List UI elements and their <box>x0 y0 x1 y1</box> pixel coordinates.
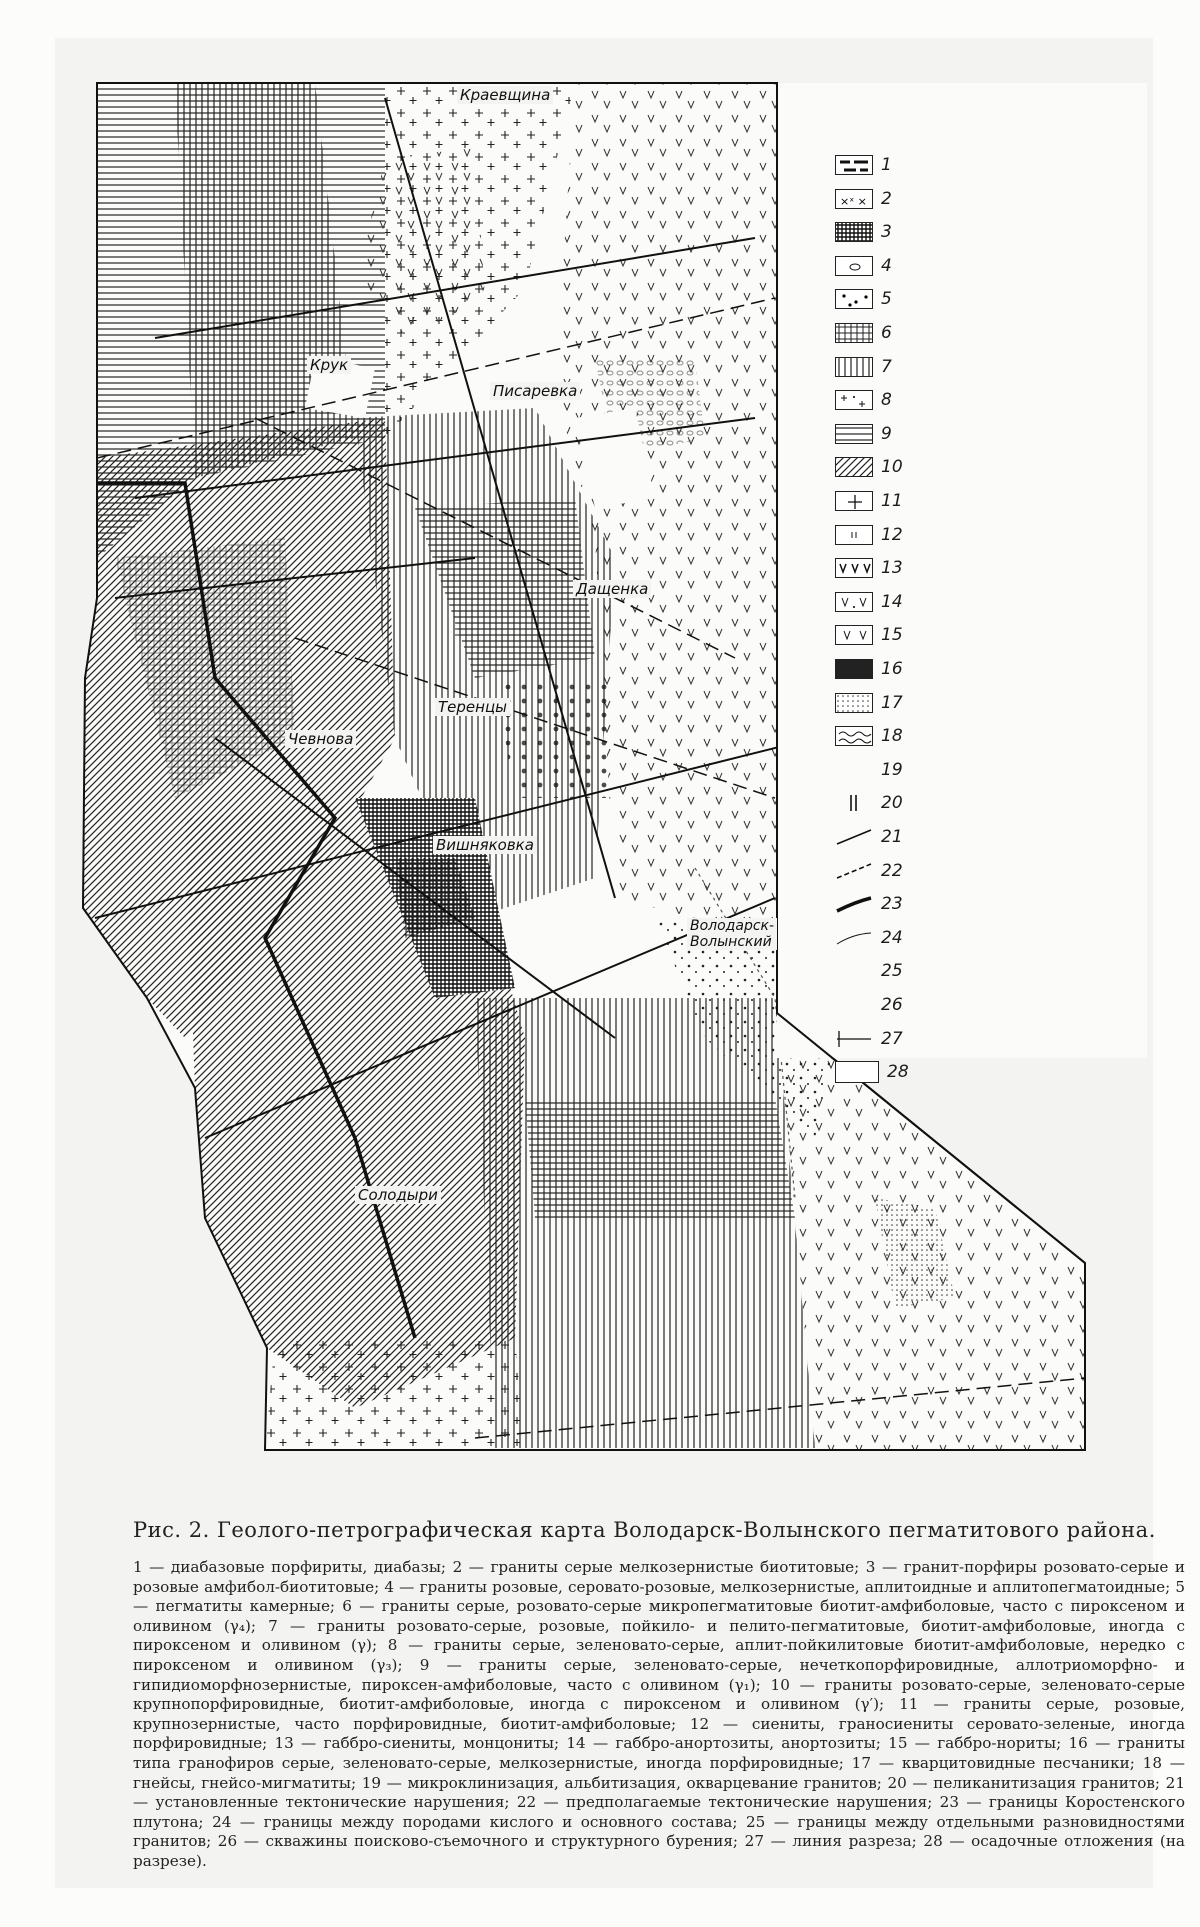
legend-item-28 <box>835 1060 909 1084</box>
figure-caption-text: 1 — диабазовые порфириты, диабазы; 2 — граниты серые мелкозернистые биотитовые; 3 — гранит-порфиры розовато-серые и розовые амфибол-биотитовые; 4 — граниты розовые, серовато-розовые, мелкозернистые, аплитоидные и аплитопегматоидные; 5 — пегматиты камерные; 6 — граниты серые, розовато-серые микропегматитовые биотит-амфиболовые, часто с пироксеном и оливином (γ₄); 7 — граниты розовато-серые, розовые, пойкило- и пелито-пегматитовые, биотит-амфиболовые, иногда с пироксеном и оливином (γ); 8 — граниты серые, зеленовато-серые, аплит-пойкилитовые биотит-амфиболовые, нередко с пироксеном и оливином (γ₃); 9 — граниты серые, зеленовато-серые, нечеткопорфировидные, аллотриоморфно- и гипидиоморфнозернистые, пироксен-амфиболовые, часто с оливином (γ₁); 10 — граниты розовато-серые, зеленовато-серые крупнопорфировидные, биотит-амфиболовые, иногда с пироксеном и оливином (γ′); 11 — граниты серые, розовые, крупнозернистые, часто порфировидные, биотит-амфиболовые; 12 — сиениты, граносиениты серовато-зеленые, иногда порфировидные; 13 — габбро-сиениты, монцониты; 14 — габбро-анортозиты, анортозиты; 15 — габбро-нориты; 16 — граниты типа гранофиров серые, зеленовато-серые, мелкозернистые, иногда порфировидные; 17 — кварцитовидные песчаники; 18 — гнейсы, гнейсо-мигматиты; 19 — микроклинизация, альбитизация, окварцевание гранитов; 20 — пеликанитизация гранитов; 21 — установленные тектонические нарушения; 22 — предполагаемые тектонические нарушения; 23 — границы Коростенского плутона; 24 — границы между породами кислого и основного состава; 25 — границы между отдельными разновидностями гранитов; 26 — скважины поисково-съемочного и структурного бурения; 27 — линия разреза; 28 — осадочные отложения (на разрезе). <box>133 1558 1185 1870</box>
legend-number: 15 <box>881 625 903 646</box>
legend-item-22 <box>835 859 903 883</box>
place-chevnova: Чевнова <box>285 730 356 748</box>
legend-item-6 <box>835 321 892 345</box>
legend-swatch-double-ticks <box>835 525 873 545</box>
legend-item-12 <box>835 523 903 547</box>
legend-swatch-bold-line <box>835 894 873 914</box>
legend-item-3 <box>835 220 892 244</box>
legend-swatch-none <box>835 961 873 981</box>
legend-item-21 <box>835 825 903 849</box>
legend-number: 20 <box>881 793 903 814</box>
legend-number: 26 <box>881 995 903 1015</box>
legend-item-5 <box>835 287 892 311</box>
legend-item-14 <box>835 590 903 614</box>
legend-item-7 <box>835 355 892 379</box>
legend-swatch-waves <box>835 726 873 746</box>
legend-swatch-dots <box>835 289 873 309</box>
legend-swatch-thin-curve <box>835 928 873 948</box>
legend-number: 9 <box>881 423 892 444</box>
figure-page <box>55 38 1185 1888</box>
legend-item-24 <box>835 926 903 950</box>
legend-item-8 <box>835 388 892 412</box>
legend-swatch-crosshatch <box>835 323 873 343</box>
legend-swatch-section-line <box>835 1029 873 1049</box>
legend-item-15 <box>835 623 903 647</box>
place-solodyri: Солодыри <box>355 1186 441 1204</box>
legend-item-9 <box>835 422 892 446</box>
legend-item-18 <box>835 724 903 748</box>
legend-swatch-diabase-dashes <box>835 155 873 175</box>
legend-number: 3 <box>881 222 892 243</box>
legend-swatch-diagonal-lines <box>835 457 873 477</box>
legend-number: 28 <box>887 1062 909 1083</box>
legend-swatch-v-marks <box>835 625 873 645</box>
geological-map <box>55 38 1153 1478</box>
place-terentsy: Теренцы <box>435 698 510 716</box>
legend-number: 10 <box>881 457 903 478</box>
place-kraevshchina: Краевщина <box>457 86 553 104</box>
legend-swatch-vertical-lines <box>835 357 873 377</box>
legend-swatch-dense-grid <box>835 659 873 679</box>
legend-item-13 <box>835 556 903 580</box>
legend-number: 21 <box>881 827 903 847</box>
legend-swatch-crosses-small <box>835 189 873 209</box>
legend-item-17 <box>835 691 903 715</box>
legend-swatch-v-dots <box>835 592 873 612</box>
legend-swatch-none <box>835 995 873 1015</box>
legend-swatch-dashed-line <box>835 861 873 881</box>
legend-number: 23 <box>881 894 903 915</box>
legend-number: 13 <box>881 558 903 579</box>
legend-item-25 <box>835 959 903 983</box>
legend-item-26 <box>835 993 903 1017</box>
legend-item-4 <box>835 254 892 278</box>
legend-swatch-dense-crosshatch <box>835 222 873 242</box>
legend-item-2 <box>835 187 892 211</box>
legend-item-19 <box>835 758 903 782</box>
legend-number: 6 <box>881 323 892 343</box>
legend-number: 1 <box>881 155 892 175</box>
legend-item-20 <box>835 791 903 815</box>
legend-swatch-fine-dots <box>835 693 873 713</box>
place-pisarevka: Писаревка <box>490 382 580 400</box>
legend-swatch-sparse-dots <box>835 760 873 780</box>
place-kruk: Крук <box>307 356 351 374</box>
legend-swatch-crosses <box>835 491 873 511</box>
legend-number: 25 <box>881 961 903 982</box>
place-dashchenka: Дащенка <box>573 580 651 598</box>
legend-swatch-ovals <box>835 256 873 276</box>
legend-number: 27 <box>881 1028 903 1049</box>
legend-item-16 <box>835 657 903 681</box>
legend-number: 2 <box>881 188 892 209</box>
legend-number: 5 <box>881 289 892 310</box>
legend-number: 7 <box>881 356 892 377</box>
svg-text:×ˣ ×: ×ˣ × <box>840 194 867 208</box>
legend-item-1 <box>835 153 892 177</box>
legend-number: 22 <box>881 860 903 881</box>
legend-swatch-plus-dots <box>835 390 873 410</box>
legend-swatch-v-bold <box>835 558 873 578</box>
legend-number: 11 <box>881 491 903 511</box>
place-vishnyakovka: Вишняковка <box>433 836 537 854</box>
legend-item-23 <box>835 892 903 916</box>
legend-number: 14 <box>881 591 903 612</box>
legend-number: 8 <box>881 390 892 411</box>
legend-number: 19 <box>881 759 903 780</box>
legend-number: 12 <box>881 524 903 545</box>
legend-swatch-horizontal-lines <box>835 424 873 444</box>
legend-swatch-blank-box <box>835 1061 879 1083</box>
legend-swatch-double-bar <box>835 793 873 813</box>
legend-number: 16 <box>881 659 903 679</box>
legend-item-27 <box>835 1027 903 1051</box>
place-volodarsk-volynsky: Володарск- Волынский <box>687 918 777 950</box>
legend-swatch-line <box>835 827 873 847</box>
figure-caption-title: Рис. 2. Геолого-петрографическая карта Володарск-Волынского пегматитового района. <box>133 1518 1156 1542</box>
legend-number: 4 <box>881 255 892 276</box>
legend-item-11 <box>835 489 903 513</box>
legend-number: 24 <box>881 927 903 948</box>
legend-number: 18 <box>881 726 903 747</box>
legend-item-10 <box>835 455 903 479</box>
legend-number: 17 <box>881 692 903 713</box>
